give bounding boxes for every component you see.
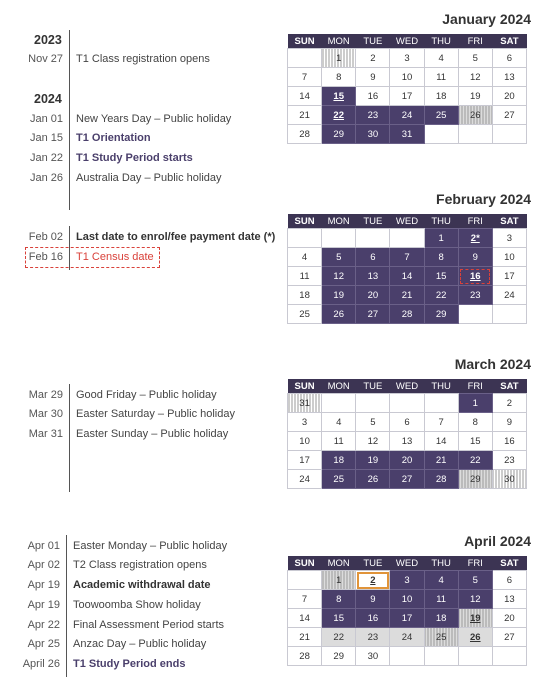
calendar-day: 14 xyxy=(288,609,322,628)
calendar-week-row xyxy=(288,571,527,590)
calendar-day: 11 xyxy=(424,590,458,609)
calendar-day: 29 xyxy=(322,125,356,144)
weekday-header: SAT xyxy=(492,379,526,394)
event-row xyxy=(0,129,300,147)
calendar-day: 31 xyxy=(390,125,424,144)
calendar-day: 24 xyxy=(390,106,424,125)
calendar-day: 22 xyxy=(424,286,458,305)
calendar-day: 21 xyxy=(390,286,424,305)
calendar-day: 14 xyxy=(288,87,322,106)
calendar-day: 5 xyxy=(458,49,492,68)
calendar-day: 5 xyxy=(356,413,390,432)
calendar-day: 8 xyxy=(322,590,356,609)
calendar-empty-cell xyxy=(492,305,526,324)
weekday-header: SUN xyxy=(288,214,322,229)
month-title-february: February 2024 xyxy=(436,191,531,207)
calendar-day: 25 xyxy=(424,106,458,125)
weekday-header: THU xyxy=(424,34,458,49)
event-date: Apr 25 xyxy=(27,638,60,650)
calendar-day: 27 xyxy=(390,470,424,489)
calendar-empty-cell xyxy=(390,647,424,666)
weekday-header: WED xyxy=(390,379,424,394)
calendar-day: 17 xyxy=(390,87,424,106)
calendar-day: 2 xyxy=(356,571,390,590)
calendar-empty-cell xyxy=(288,49,322,68)
calendar-day: 4 xyxy=(322,413,356,432)
calendar-day: 1 xyxy=(322,571,356,590)
calendar-empty-cell xyxy=(390,394,424,413)
event-text: Anzac Day – Public holiday xyxy=(73,638,207,650)
calendar-day: 13 xyxy=(390,432,424,451)
calendar-day: 21 xyxy=(288,106,322,125)
calendar-day: 14 xyxy=(424,432,458,451)
calendar-day: 17 xyxy=(390,609,424,628)
event-date: Apr 19 xyxy=(27,599,60,611)
weekday-header: SAT xyxy=(492,556,526,571)
calendar-empty-cell xyxy=(458,125,492,144)
calendar-february xyxy=(287,214,527,324)
calendar-day: 19 xyxy=(356,451,390,470)
calendar-day: 7 xyxy=(424,413,458,432)
weekday-header: WED xyxy=(390,214,424,229)
calendar-day: 28 xyxy=(424,470,458,489)
event-text: T1 Class registration opens xyxy=(76,53,210,65)
calendar-day: 27 xyxy=(492,106,526,125)
calendar-day: 17 xyxy=(492,267,526,286)
event-row xyxy=(0,556,300,574)
calendar-day: 16 xyxy=(458,267,492,286)
calendar-day: 6 xyxy=(492,571,526,590)
calendar-march xyxy=(287,379,527,489)
event-text: Australia Day – Public holiday xyxy=(76,172,222,184)
calendar-day: 22 xyxy=(458,451,492,470)
calendar-day: 25 xyxy=(288,305,322,324)
calendar-day: 11 xyxy=(288,267,322,286)
calendar-week-row xyxy=(288,125,527,144)
calendar-day: 2 xyxy=(356,49,390,68)
calendar-day: 10 xyxy=(390,68,424,87)
event-date: Jan 01 xyxy=(29,113,63,125)
event-date: Feb 16 xyxy=(28,251,63,263)
event-row xyxy=(0,169,300,187)
calendar-day: 11 xyxy=(424,68,458,87)
calendar-empty-cell xyxy=(390,229,424,248)
calendar-week-row xyxy=(288,248,527,267)
event-row xyxy=(0,110,300,128)
calendar-empty-cell xyxy=(458,305,492,324)
calendar-day: 30 xyxy=(492,470,526,489)
calendar-empty-cell xyxy=(288,571,322,590)
calendar-day: 25 xyxy=(322,470,356,489)
weekday-header: MON xyxy=(322,379,356,394)
calendar-week-row xyxy=(288,609,527,628)
calendar-week-row xyxy=(288,628,527,647)
weekday-header: MON xyxy=(322,34,356,49)
calendar-day: 9 xyxy=(356,590,390,609)
calendar-day: 7 xyxy=(288,68,322,87)
calendar-day: 16 xyxy=(356,87,390,106)
event-row xyxy=(0,386,300,404)
calendar-day: 3 xyxy=(492,229,526,248)
weekday-header: SAT xyxy=(492,214,526,229)
calendar-week-row xyxy=(288,470,527,489)
calendar-week-row xyxy=(288,413,527,432)
calendar-empty-cell xyxy=(356,229,390,248)
calendar-day: 15 xyxy=(322,87,356,106)
calendar-day: 23 xyxy=(356,628,390,647)
calendar-day: 28 xyxy=(288,125,322,144)
weekday-header: TUE xyxy=(356,556,390,571)
calendar-empty-cell xyxy=(322,394,356,413)
calendar-day: 7 xyxy=(390,248,424,267)
calendar-week-row xyxy=(288,590,527,609)
calendar-day: 18 xyxy=(424,609,458,628)
event-text: T1 Census date xyxy=(76,251,154,263)
calendar-week-row xyxy=(288,106,527,125)
calendar-april xyxy=(287,556,527,666)
year-heading-2024: 2024 xyxy=(34,92,62,106)
calendar-day: 29 xyxy=(458,470,492,489)
event-text: T2 Class registration opens xyxy=(73,559,207,571)
calendar-day: 27 xyxy=(356,305,390,324)
event-date: Apr 02 xyxy=(27,559,60,571)
calendar-day: 10 xyxy=(492,248,526,267)
calendar-day: 13 xyxy=(492,68,526,87)
calendar-empty-cell xyxy=(424,647,458,666)
event-date: Jan 15 xyxy=(29,132,63,144)
weekday-header: WED xyxy=(390,34,424,49)
calendar-day: 18 xyxy=(424,87,458,106)
event-text: Good Friday – Public holiday xyxy=(76,389,217,401)
weekday-header: FRI xyxy=(458,34,492,49)
calendar-day: 13 xyxy=(492,590,526,609)
calendar-day: 10 xyxy=(288,432,322,451)
weekday-header: FRI xyxy=(458,379,492,394)
weekday-header: FRI xyxy=(458,556,492,571)
calendar-day: 18 xyxy=(288,286,322,305)
calendar-day: 12 xyxy=(322,267,356,286)
event-row xyxy=(0,50,300,68)
event-date: Apr 01 xyxy=(27,540,60,552)
calendar-day: 26 xyxy=(356,470,390,489)
calendar-day: 19 xyxy=(322,286,356,305)
event-text: T1 Orientation xyxy=(76,132,151,144)
calendar-empty-cell xyxy=(458,647,492,666)
event-date: Apr 19 xyxy=(27,579,60,591)
event-date: Jan 26 xyxy=(29,172,63,184)
calendar-day: 26 xyxy=(458,628,492,647)
calendar-week-row xyxy=(288,451,527,470)
calendar-day: 29 xyxy=(424,305,458,324)
calendar-day: 15 xyxy=(458,432,492,451)
calendar-day: 6 xyxy=(390,413,424,432)
event-date: Apr 22 xyxy=(27,619,60,631)
event-date: Mar 30 xyxy=(28,408,63,420)
event-text: T1 Study Period starts xyxy=(76,152,193,164)
calendar-week-row xyxy=(288,647,527,666)
calendar-day: 2 xyxy=(492,394,526,413)
event-date: Mar 31 xyxy=(28,428,63,440)
calendar-day: 23 xyxy=(458,286,492,305)
calendar-day: 29 xyxy=(322,647,356,666)
weekday-header: SAT xyxy=(492,34,526,49)
calendar-day: 8 xyxy=(322,68,356,87)
event-row xyxy=(0,228,300,246)
event-text: Toowoomba Show holiday xyxy=(73,599,201,611)
calendar-day: 20 xyxy=(356,286,390,305)
calendar-empty-cell xyxy=(288,229,322,248)
calendar-week-row xyxy=(288,229,527,248)
calendar-day: 12 xyxy=(458,68,492,87)
weekday-header: SUN xyxy=(288,556,322,571)
calendar-day: 30 xyxy=(356,125,390,144)
calendar-day: 14 xyxy=(390,267,424,286)
event-text: Easter Monday – Public holiday xyxy=(73,540,228,552)
event-text: T1 Study Period ends xyxy=(73,658,186,670)
calendar-day: 3 xyxy=(288,413,322,432)
calendar-day: 15 xyxy=(424,267,458,286)
event-date: Mar 29 xyxy=(28,389,63,401)
calendar-day: 19 xyxy=(458,609,492,628)
calendar-day: 30 xyxy=(356,647,390,666)
event-date: Jan 22 xyxy=(29,152,63,164)
calendar-day: 21 xyxy=(288,628,322,647)
calendar-day: 24 xyxy=(288,470,322,489)
calendar-day: 31 xyxy=(288,394,322,413)
calendar-day: 15 xyxy=(322,609,356,628)
calendar-day: 28 xyxy=(390,305,424,324)
event-row xyxy=(0,248,300,266)
calendar-day: 3 xyxy=(390,49,424,68)
calendar-day: 1 xyxy=(322,49,356,68)
calendar-empty-cell xyxy=(492,647,526,666)
event-date: April 26 xyxy=(22,658,60,670)
event-text: Easter Sunday – Public holiday xyxy=(76,428,229,440)
weekday-header: SUN xyxy=(288,379,322,394)
calendar-day: 26 xyxy=(322,305,356,324)
calendar-day: 19 xyxy=(458,87,492,106)
calendar-day: 20 xyxy=(492,87,526,106)
month-title-march: March 2024 xyxy=(454,356,531,372)
event-text: Academic withdrawal date xyxy=(73,579,211,591)
calendar-day: 12 xyxy=(356,432,390,451)
calendar-day: 4 xyxy=(424,571,458,590)
weekday-header: MON xyxy=(322,214,356,229)
calendar-day: 11 xyxy=(322,432,356,451)
calendar-day: 23 xyxy=(356,106,390,125)
calendar-day: 5 xyxy=(322,248,356,267)
event-row xyxy=(0,576,300,594)
calendar-day: 6 xyxy=(356,248,390,267)
calendar-day: 1 xyxy=(458,394,492,413)
calendar-day: 27 xyxy=(492,628,526,647)
calendar-day: 20 xyxy=(492,609,526,628)
calendar-day: 24 xyxy=(492,286,526,305)
calendar-day: 21 xyxy=(424,451,458,470)
calendar-day: 23 xyxy=(492,451,526,470)
event-row xyxy=(0,537,300,555)
event-row xyxy=(0,596,300,614)
calendar-day: 8 xyxy=(424,248,458,267)
weekday-header: WED xyxy=(390,556,424,571)
calendar-week-row xyxy=(288,49,527,68)
weekday-header: TUE xyxy=(356,379,390,394)
calendar-day: 12 xyxy=(458,590,492,609)
calendar-day: 1 xyxy=(424,229,458,248)
event-row xyxy=(0,149,300,167)
calendar-day: 9 xyxy=(458,248,492,267)
calendar-day: 6 xyxy=(492,49,526,68)
event-row xyxy=(0,616,300,634)
calendar-day: 25 xyxy=(424,628,458,647)
calendar-day: 5 xyxy=(458,571,492,590)
event-text: New Years Day – Public holiday xyxy=(76,113,232,125)
event-date: Nov 27 xyxy=(28,53,63,65)
calendar-day: 28 xyxy=(288,647,322,666)
event-row xyxy=(0,425,300,443)
calendar-day: 18 xyxy=(322,451,356,470)
calendar-day: 22 xyxy=(322,628,356,647)
event-text: Easter Saturday – Public holiday xyxy=(76,408,235,420)
calendar-day: 9 xyxy=(356,68,390,87)
calendar-day: 17 xyxy=(288,451,322,470)
calendar-day: 22 xyxy=(322,106,356,125)
calendar-day: 26 xyxy=(458,106,492,125)
weekday-header: TUE xyxy=(356,214,390,229)
calendar-day: 8 xyxy=(458,413,492,432)
calendar-day: 3 xyxy=(390,571,424,590)
calendar-day: 24 xyxy=(390,628,424,647)
weekday-header: FRI xyxy=(458,214,492,229)
event-date: Feb 02 xyxy=(28,231,63,243)
calendar-day: 7 xyxy=(288,590,322,609)
event-row xyxy=(0,405,300,423)
calendar-day: 4 xyxy=(288,248,322,267)
calendar-day: 16 xyxy=(356,609,390,628)
event-text: Final Assessment Period starts xyxy=(73,619,225,631)
calendar-week-row xyxy=(288,68,527,87)
calendar-january xyxy=(287,34,527,144)
calendar-week-row xyxy=(288,394,527,413)
month-title-january: January 2024 xyxy=(442,11,531,27)
calendar-week-row xyxy=(288,432,527,451)
calendar-empty-cell xyxy=(424,394,458,413)
calendar-day: 13 xyxy=(356,267,390,286)
calendar-day: 20 xyxy=(390,451,424,470)
year-heading-2023: 2023 xyxy=(34,33,62,47)
event-text: Last date to enrol/fee payment date (*) xyxy=(76,231,276,243)
calendar-day: 9 xyxy=(492,413,526,432)
calendar-empty-cell xyxy=(424,125,458,144)
calendar-week-row xyxy=(288,87,527,106)
calendar-empty-cell xyxy=(356,394,390,413)
calendar-week-row xyxy=(288,305,527,324)
calendar-empty-cell xyxy=(322,229,356,248)
event-row xyxy=(0,655,300,673)
calendar-day: 4 xyxy=(424,49,458,68)
weekday-header: THU xyxy=(424,379,458,394)
weekday-header: SUN xyxy=(288,34,322,49)
weekday-header: TUE xyxy=(356,34,390,49)
calendar-day: 2* xyxy=(458,229,492,248)
calendar-week-row xyxy=(288,286,527,305)
calendar-empty-cell xyxy=(492,125,526,144)
calendar-day: 10 xyxy=(390,590,424,609)
weekday-header: THU xyxy=(424,556,458,571)
month-title-april: April 2024 xyxy=(464,533,531,549)
event-row xyxy=(0,635,300,653)
weekday-header: THU xyxy=(424,214,458,229)
calendar-week-row xyxy=(288,267,527,286)
calendar-day: 16 xyxy=(492,432,526,451)
weekday-header: MON xyxy=(322,556,356,571)
